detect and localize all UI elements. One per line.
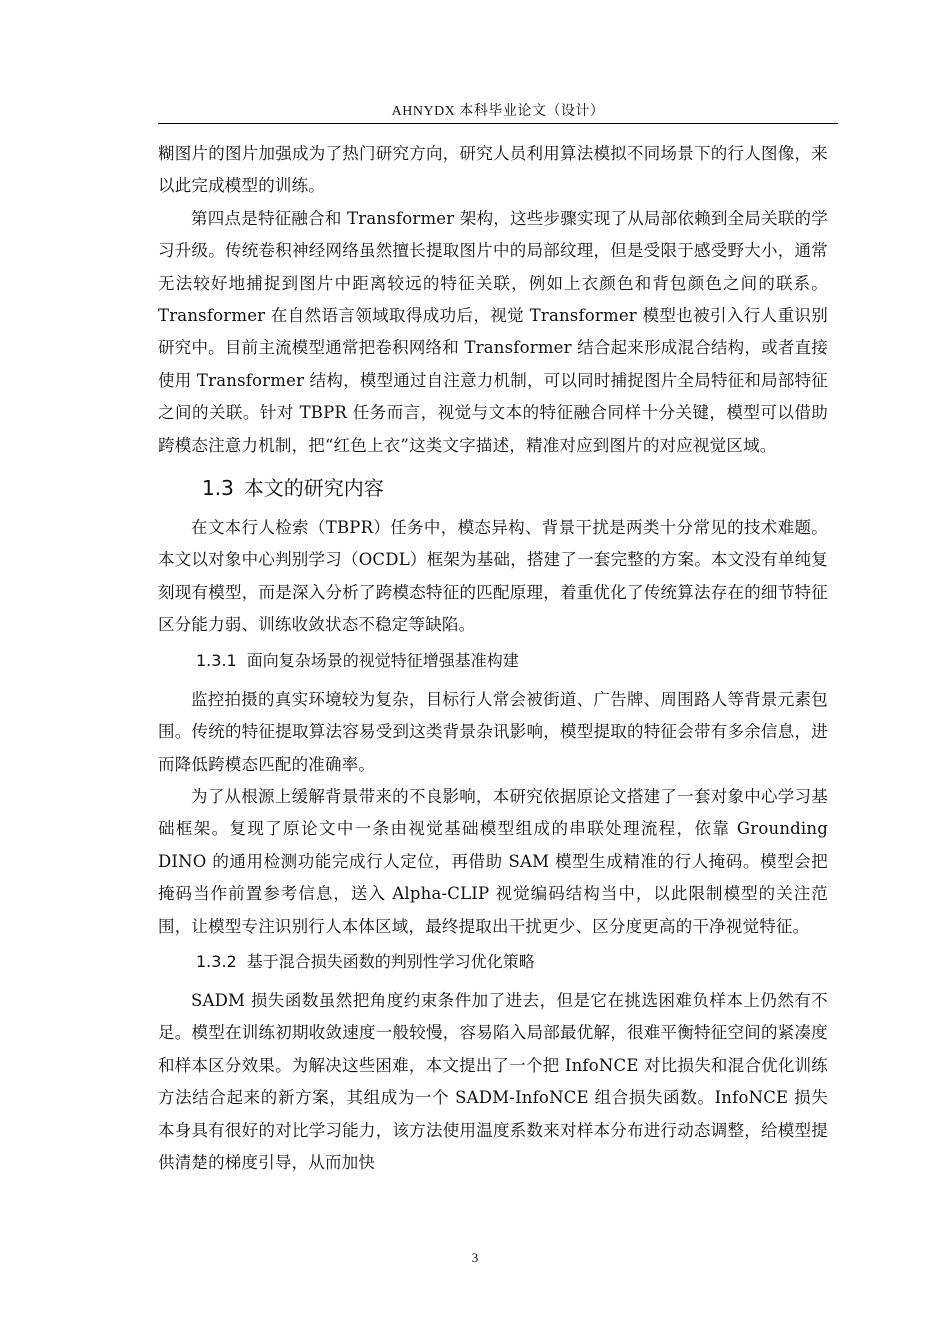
paragraph-continued: 糊图片的图片加强成为了热门研究方向，研究人员利用算法模拟不同场景下的行人图像，来以此完成模型的训练。 bbox=[158, 144, 828, 196]
subsection-heading-1-3-1 bbox=[196, 646, 828, 676]
paragraph-complex-scenes: 监控拍摄的真实环境较为复杂，目标行人常会被街道、广告牌、周围路人等背景元素包围。传统的特征提取算法容易受到这类背景杂讯影响，模型提取的特征会带有多余信息，进而降低跨模态匹配的准确率。 bbox=[158, 689, 828, 774]
subsection-title: 基于混合损失函数的判别性学习优化策略 bbox=[246, 951, 535, 971]
section-heading-1-3 bbox=[202, 472, 828, 504]
page-body bbox=[158, 138, 828, 1179]
paragraph-feature-fusion: 第四点是特征融合和 Transformer 架构，这些步骤实现了从局部依赖到全局关联的学习升级。传统卷积神经网络虽然擅长提取图片中的局部纹理，但是受限于感受野大小，通常无法较好地捕捉到图片中距离较远的特征关联，例如上衣颜色和背包颜色之间的联系。Transformer 在自然语言领域取得成功后，视觉 Transformer 模型也被引入行人重识别研究中。目前主流模型通常把卷积网络和 Transformer 结合起来形成混合结构，或者直接使用 Transformer 结构，模型通过自注意力机制，可以同时捕捉图片全局特征和局部特征之间的关联。针对 TBPR 任务而言，视觉与文本的特征融合同样十分关键，模型可以借助跨模态注意力机制，把“红色上衣”这类文字描述，精准对应到图片的对应视觉区域。 bbox=[158, 208, 828, 455]
page-header: AHNYDX 本科毕业论文（设计） bbox=[391, 104, 605, 119]
subsection-title: 面向复杂场景的视觉特征增强基准构建 bbox=[246, 650, 519, 670]
header-rule bbox=[158, 123, 838, 124]
subsection-number: 1.3.1 bbox=[196, 650, 237, 670]
page-number: 3 bbox=[471, 1250, 479, 1265]
paragraph-object-centric-framework: 为了从根源上缓解背景带来的不良影响，本研究依据原论文搭建了一套对象中心学习基础框架。复现了原论文中一条由视觉基础模型组成的串联处理流程，依靠 Grounding DINO 的通用检测功能完成行人定位，再借助 SAM 模型生成精准的行人掩码。模型会把掩码当作前置参考信息，送入 Alpha-CLIP 视觉编码结构当中，以此限制模型的关注范围，让模型专注识别行人本体区域，最终提取出干扰更少、区分度更高的干净视觉特征。 bbox=[158, 786, 828, 936]
section-number: 1.3 bbox=[202, 476, 234, 501]
section-title: 本文的研究内容 bbox=[243, 476, 384, 501]
paragraph-loss-function: SADM 损失函数虽然把角度约束条件加了进去，但是它在挑选困难负样本上仍然有不足。模型在训练初期收敛速度一般较慢，容易陷入局部最优解，很难平衡特征空间的紧凑度和样本区分效果。为解决这些困难，本文提出了一个把 InfoNCE 对比损失和混合优化训练方法结合起来的新方案，其组成为一个 SADM-InfoNCE 组合损失函数。InfoNCE 损失本身具有很好的对比学习能力，该方法使用温度系数来对样本分布进行动态调整，给模型提供清楚的梯度引导，从而加快 bbox=[158, 990, 828, 1172]
paragraph-research-overview: 在文本行人检索（TBPR）任务中，模态异构、背景干扰是两类十分常见的技术难题。本文以对象中心判别学习（OCDL）框架为基础，搭建了一套完整的方案。本文没有单纯复刻现有模型，而是深入分析了跨模态特征的匹配原理，着重优化了传统算法存在的细节特征区分能力弱、训练收敛状态不稳定等缺陷。 bbox=[158, 518, 828, 635]
subsection-heading-1-3-2 bbox=[196, 947, 828, 977]
subsection-number: 1.3.2 bbox=[196, 951, 237, 971]
